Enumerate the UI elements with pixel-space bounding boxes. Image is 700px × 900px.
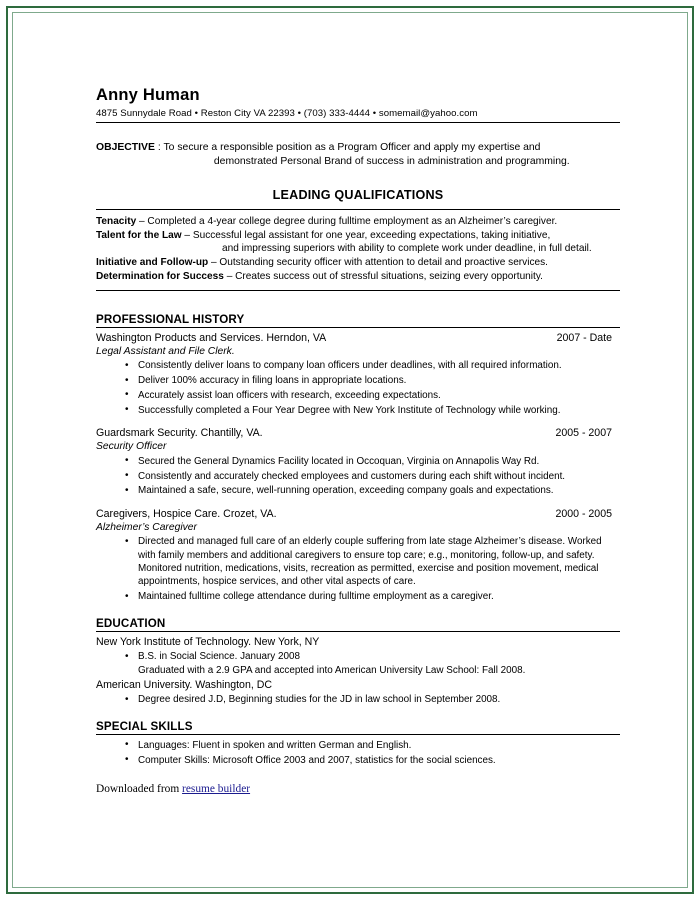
job-role: Alzheimer’s Caregiver	[96, 522, 197, 534]
candidate-name: Anny Human	[96, 86, 200, 104]
qualification-item	[96, 256, 620, 269]
objective-label: OBJECTIVE	[96, 142, 155, 153]
education-bullet-list	[96, 693, 620, 706]
resume-document	[96, 86, 620, 795]
job-entry	[96, 508, 620, 604]
education-school: New York Institute of Technology. New York, NY	[96, 635, 320, 648]
job-bullet: • Consistently and accurately checked employees and customers during each shift without incident.	[138, 470, 620, 483]
education-bullet-text: B.S. in Social Science. January 2008	[138, 651, 300, 663]
job-bullet: • Successfully completed a Four Year Degree with New York Institute of Technology while working.	[138, 404, 620, 417]
resume-builder-link[interactable]: resume builder	[182, 783, 251, 796]
qualification-text: – Outstanding security officer with attention to detail and proactive services.	[208, 257, 548, 269]
objective-text	[158, 141, 570, 168]
job-role: Legal Assistant and File Clerk.	[96, 345, 235, 357]
qualification-item	[96, 229, 620, 255]
leading-qualifications-list	[96, 210, 620, 289]
footer-attribution	[96, 783, 620, 795]
qualification-text: – Successful legal assistant for one year, exceeding expectations, taking initiative,	[181, 230, 551, 242]
special-skills-bullet: • Computer Skills: Microsoft Office 2003 and 2007, statistics for the social sciences.	[138, 754, 620, 767]
job-header	[96, 332, 620, 345]
leading-qualifications-title: LEADING QUALIFICATIONS	[272, 188, 444, 203]
qualification-label: Determination for Success	[96, 270, 224, 282]
education-school: American University. Washington, DC	[96, 678, 273, 691]
job-bullet: • Deliver 100% accuracy in filing loans in appropriate locations.	[138, 374, 620, 387]
qualification-text: – Creates success out of stressful situations, seizing every opportunity.	[223, 270, 543, 282]
professional-history-section	[96, 313, 620, 604]
special-skills-bullet: • Languages: Fluent in spoken and written German and English.	[138, 739, 620, 752]
qualification-label: Tenacity	[96, 216, 137, 228]
education-entry	[96, 636, 620, 677]
objective-text-line2: demonstrated Personal Brand of success in administration and programming.	[213, 155, 570, 167]
section-title-special-skills: SPECIAL SKILLS	[96, 720, 620, 735]
objective-block	[96, 141, 620, 168]
qualification-label: Initiative and Follow-up	[96, 257, 209, 269]
job-dates: 2005 - 2007	[555, 427, 612, 440]
qualification-item	[96, 270, 620, 283]
job-dates: 2007 - Date	[556, 331, 612, 344]
job-bullet: • Directed and managed full care of an elderly couple suffering from late stage Alzheimer’s disease. Worked with family members and additional caregivers to ensure top care; e.g., monitoring, follow-up, and safety. Monitored nutrition, medications, visits, recreation as permitted, exercise and position movement, medical appointments, hospice services, and other vital aspects of care.	[138, 535, 620, 588]
job-organization: Caregivers, Hospice Care. Crozet, VA.	[96, 507, 277, 520]
job-bullet: • Maintained fulltime college attendance during fulltime employment as a caregiver.	[138, 590, 620, 603]
qualification-text-continued: and impressing superiors with ability to complete work under deadline, in full detail.	[222, 243, 592, 255]
education-entry	[96, 679, 620, 707]
job-bullet: • Accurately assist loan officers with research, exceeding expectations.	[138, 389, 620, 402]
job-role: Security Officer	[96, 441, 167, 453]
contact-line: 4875 Sunnydale Road • Reston City VA 22393 • (703) 333-4444 • somemail@yahoo.com	[96, 108, 620, 123]
education-bullet: • Degree desired J.D, Beginning studies for the JD in law school in September 2008.	[138, 693, 620, 706]
job-bullet: • Secured the General Dynamics Facility located in Occoquan, Virginia on Annapolis Way Rd.	[138, 455, 620, 468]
page-border	[6, 6, 694, 894]
objective-text-line1: : To secure a responsible position as a Program Officer and apply my expertise and	[157, 142, 541, 153]
section-title-education: EDUCATION	[96, 617, 620, 632]
job-organization: Washington Products and Services. Herndon, VA	[96, 331, 327, 344]
education-bullet	[138, 650, 620, 677]
qualification-label: Talent for the Law	[96, 230, 182, 242]
education-section	[96, 617, 620, 707]
footer-text: Downloaded from	[96, 783, 183, 796]
job-bullet: • Maintained a safe, secure, well-running operation, exceeding company goals and expectations.	[138, 484, 620, 497]
qualification-item	[96, 215, 620, 228]
job-bullet-list	[96, 455, 620, 498]
job-organization: Guardsmark Security. Chantilly, VA.	[96, 427, 263, 440]
section-title-professional-history: PROFESSIONAL HISTORY	[96, 313, 620, 328]
job-bullet: • Consistently deliver loans to company loan officers under deadlines, with all required information.	[138, 359, 620, 372]
education-bullet-list	[96, 650, 620, 677]
special-skills-bullet-list	[96, 739, 620, 767]
job-header	[96, 508, 620, 521]
job-entry	[96, 332, 620, 418]
divider-below-qualifications	[96, 290, 620, 291]
job-bullet-list	[96, 535, 620, 603]
education-bullet-text: Graduated with a 2.9 GPA and accepted into American University Law School: Fall 2008.	[138, 664, 526, 676]
job-bullet-list	[96, 359, 620, 417]
job-header	[96, 427, 620, 440]
qualification-text: – Completed a 4-year college degree during fulltime employment as an Alzheimer’s caregiver.	[136, 216, 558, 228]
job-entry	[96, 427, 620, 498]
special-skills-section	[96, 720, 620, 767]
job-dates: 2000 - 2005	[555, 507, 612, 520]
